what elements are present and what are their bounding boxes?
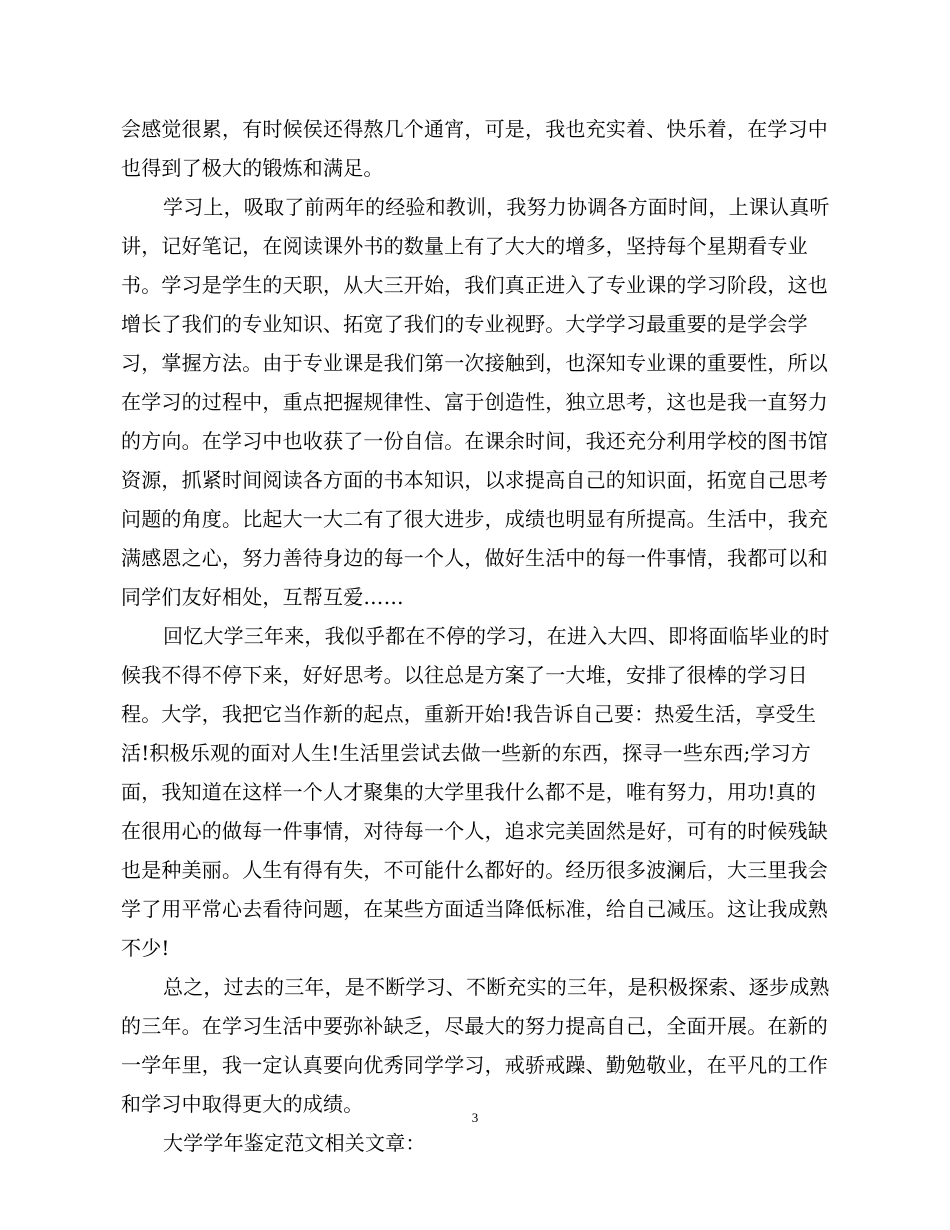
text-line: 候我不得不停下来，好好思考。以往总是方案了一大堆，安排了很棒的学习日 xyxy=(121,663,808,687)
text-line: 程。大学，我把它当作新的起点，重新开始!我告诉自己要：热爱生活，享受生 xyxy=(121,702,817,726)
paragraph-4 xyxy=(121,968,833,1124)
text-line: 和学习中取得更大的成绩。 xyxy=(121,1092,364,1116)
text-line: 在学习的过程中，重点把握规律性、富于创造性，独立思考，这也是我一直努力 xyxy=(121,390,828,414)
text-line: 在很用心的做每一件事情，对待每一个人，追求完美固然是好，可有的时候残缺 xyxy=(121,819,828,843)
related-articles-heading: 大学学年鉴定范文相关文章： xyxy=(163,1131,426,1155)
paragraph-5 xyxy=(121,1124,833,1163)
text-line: 总之，过去的三年，是不断学习、不断充实的三年，是积极探索、逐步成熟 xyxy=(163,975,830,999)
text-line: 一学年里，我一定认真要向优秀同学学习，戒骄戒躁、勤勉敬业，在平凡的工作 xyxy=(121,1053,828,1077)
text-line: 的方向。在学习中也收获了一份自信。在课余时间，我还充分利用学校的图书馆 xyxy=(121,429,828,453)
text-line: 习，掌握方法。由于专业课是我们第一次接触到，也深知专业课的重要性，所以 xyxy=(121,351,828,375)
text-line: 学习上，吸取了前两年的经验和教训，我努力协调各方面时间，上课认真听 xyxy=(163,195,830,219)
paragraph-3 xyxy=(121,617,833,968)
text-line: 增长了我们的专业知识、拓宽了我们的专业视野。大学学习最重要的是学会学 xyxy=(121,312,808,336)
body-text xyxy=(121,110,833,1163)
text-line: 问题的角度。比起大一大二有了很大进步，成绩也明显有所提高。生活中，我充 xyxy=(121,507,828,531)
text-line: 学了用平常心去看待问题，在某些方面适当降低标准，给自己减压。这让我成熟 xyxy=(121,897,828,921)
paragraph-2 xyxy=(121,188,833,617)
text-line: 讲，记好笔记，在阅读课外书的数量上有了大大的增多，坚持每个星期看专业 xyxy=(121,234,808,258)
text-line: 资源，抓紧时间阅读各方面的书本知识，以求提高自己的知识面，拓宽自己思考 xyxy=(121,468,828,492)
text-line: 活!积极乐观的面对人生!生活里尝试去做一些新的东西，探寻一些东西;学习方 xyxy=(121,741,812,765)
text-line: 同学们友好相处，互帮互爱…… xyxy=(121,585,404,609)
page-number: 3 xyxy=(471,1110,479,1125)
text-line: 满感恩之心，努力善待身边的每一个人，做好生活中的每一件事情，我都可以和 xyxy=(121,546,828,570)
text-line: 的三年。在学习生活中要弥补缺乏，尽最大的努力提高自己，全面开展。在新的 xyxy=(121,1014,828,1038)
text-line: 书。学习是学生的天职，从大三开始，我们真正进入了专业课的学习阶段，这也 xyxy=(121,273,828,297)
text-line: 面，我知道在这样一个人才聚集的大学里我什么都不是，唯有努力，用功!真的 xyxy=(121,780,817,804)
text-line: 回忆大学三年来，我似乎都在不停的学习，在进入大四、即将面临毕业的时 xyxy=(163,624,830,648)
text-line: 也得到了极大的锻炼和满足。 xyxy=(121,156,384,180)
text-line: 不少! xyxy=(121,936,170,960)
paragraph-1 xyxy=(121,110,833,188)
text-line: 会感觉很累，有时候侯还得熬几个通宵，可是，我也充实着、快乐着，在学习中 xyxy=(121,117,828,141)
text-line: 也是种美丽。人生有得有失，不可能什么都好的。经历很多波澜后，大三里我会 xyxy=(121,858,828,882)
